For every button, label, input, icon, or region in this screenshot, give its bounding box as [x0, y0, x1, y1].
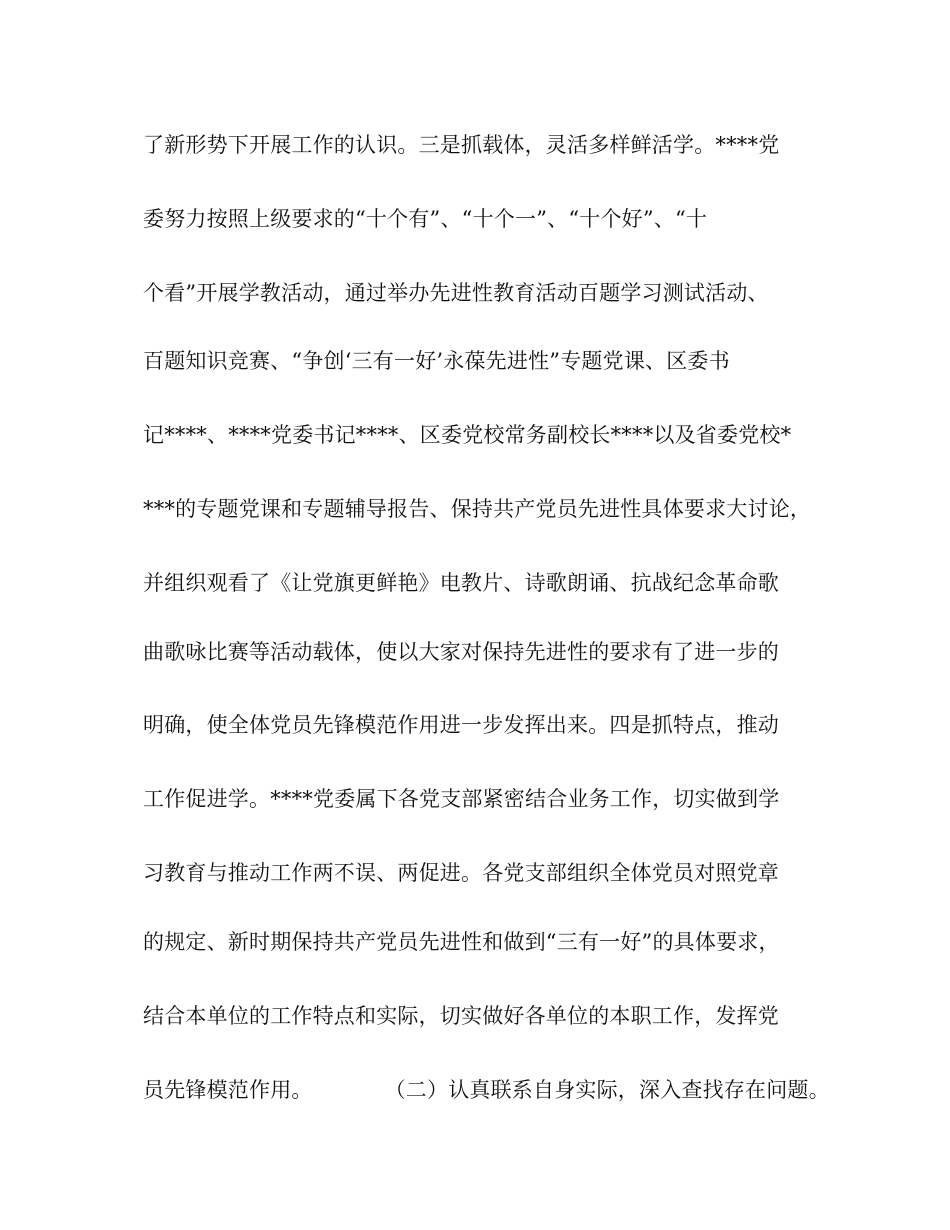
paragraph-line-14	[143, 1075, 833, 1105]
paragraph-line-4: 百题知识竞赛、“争创‘三有一好’永葆先进性”专题党课、区委书	[143, 349, 730, 373]
paragraph-line-11: 习教育与推动工作两不误、两促进。各党支部组织全体党员对照党章	[143, 861, 779, 885]
paragraph-line-7: 并组织观看了《让党旗更鲜艳》电教片、诗歌朗诵、抗战纪念革命歌	[143, 571, 779, 595]
section-heading: （二）认真联系自身实际，深入查找存在问题。	[384, 1078, 830, 1102]
paragraph-line-12: 的规定、新时期保持共产党员先进性和做到“三有一好”的具体要求，	[143, 930, 780, 954]
paragraph-line-2: 委努力按照上级要求的“十个有”、“十个一”、“十个好”、“十	[143, 207, 708, 231]
paragraph-line-5: 记****、****党委书记****、区委党校常务副校长****以及省委党校*	[143, 423, 792, 447]
paragraph-line-3: 个看”开展学教活动，通过举办先进性教育活动百题学习测试活动、	[143, 281, 769, 305]
paragraph-line-6: ***的专题党课和专题辅导报告、保持共产党员先进性具体要求大讨论，	[143, 497, 812, 521]
paragraph-line-9: 明确，使全体党员先锋模范作用进一步发挥出来。四是抓特点，推动	[143, 713, 779, 737]
paragraph-line-8: 曲歌咏比赛等活动载体，使以大家对保持先进性的要求有了进一步的	[143, 640, 779, 664]
paragraph-line-1: 了新形势下开展工作的认识。三是抓载体，灵活多样鲜活学。****党	[143, 133, 780, 157]
paragraph-line-14-text: 员先锋模范作用。	[143, 1078, 313, 1102]
paragraph-line-13: 结合本单位的工作特点和实际，切实做好各单位的本职工作，发挥党	[143, 1004, 779, 1028]
paragraph-line-10: 工作促进学。****党委属下各党支部紧密结合业务工作，切实做到学	[143, 787, 780, 811]
